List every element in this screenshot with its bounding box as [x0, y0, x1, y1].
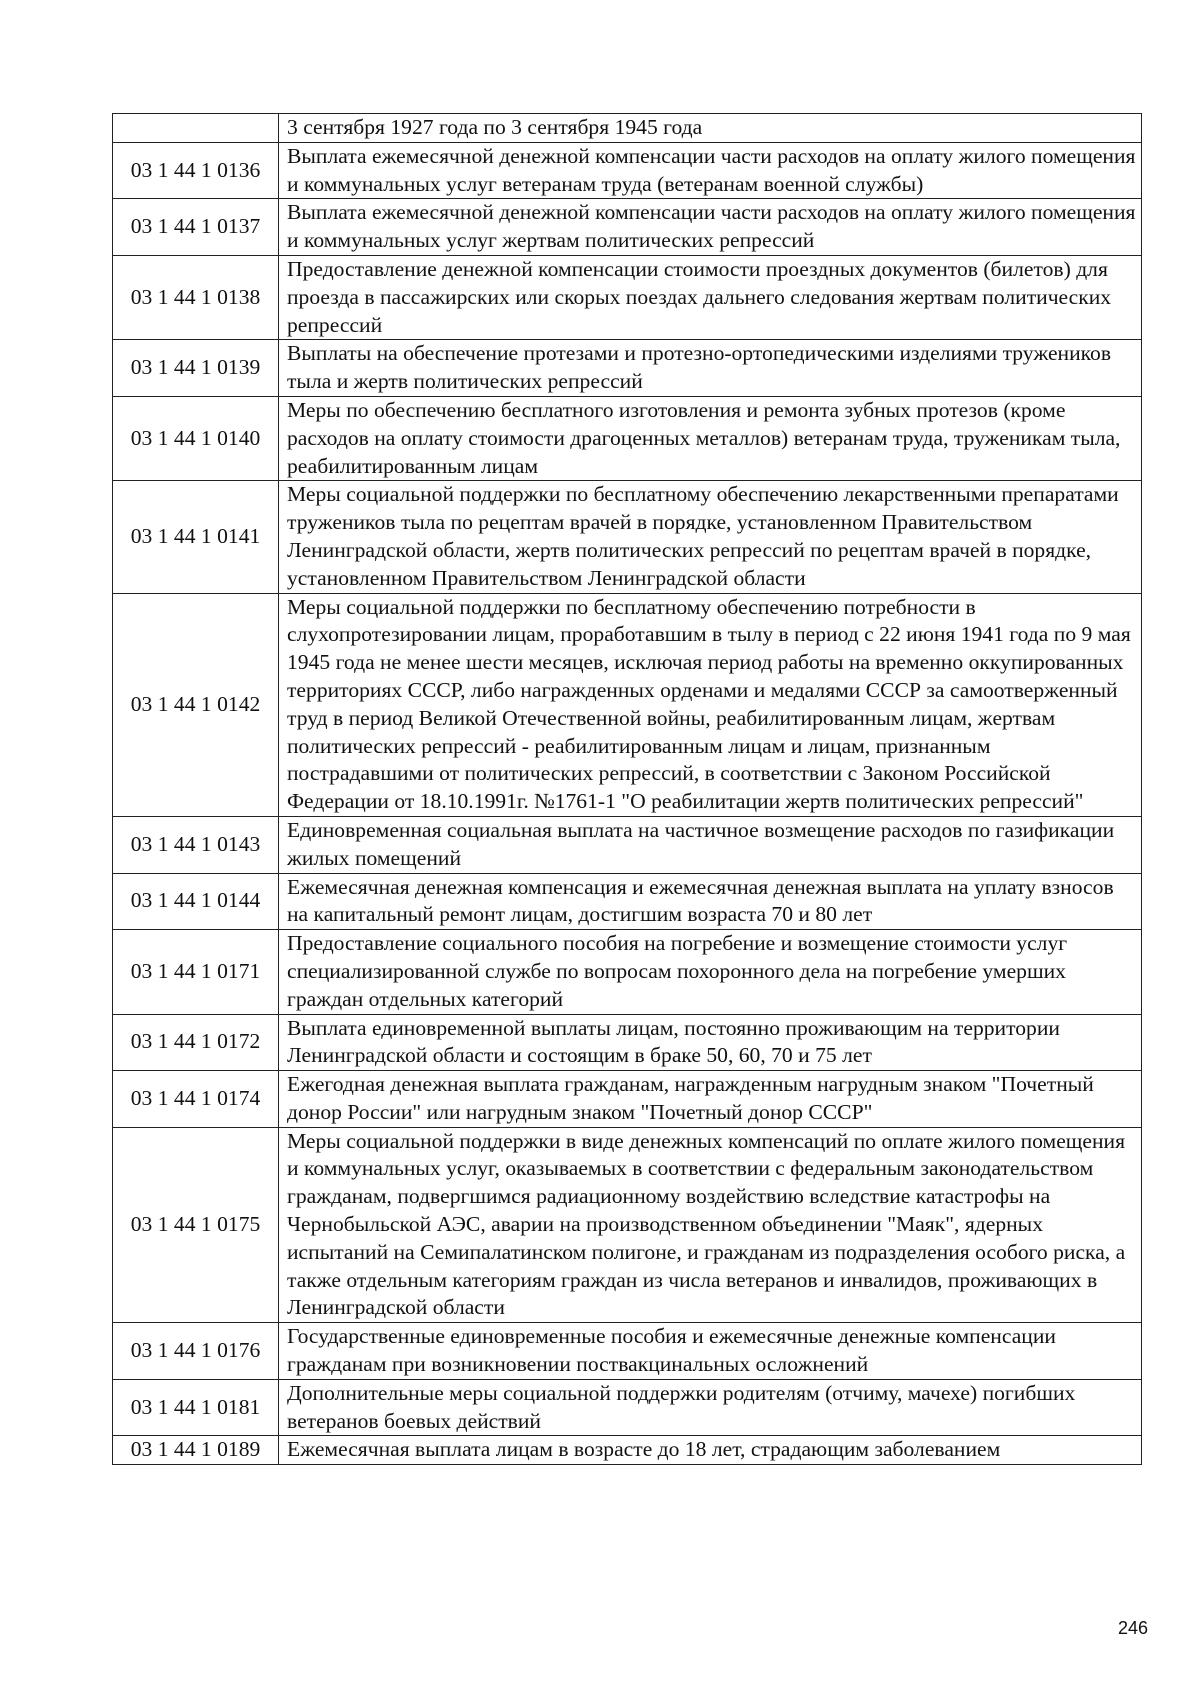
- table-row: [113, 1436, 1142, 1465]
- description-cell: Государственные единовременные пособия и ежемесячные денежные компенсации гражданам при возникновении поствакцинальных осложнений: [279, 1323, 1142, 1380]
- table-row: [113, 396, 1142, 480]
- table-row: [113, 481, 1142, 593]
- table-row: [113, 340, 1142, 397]
- code-cell: 03 1 44 1 0171: [113, 930, 279, 1014]
- code-cell: 03 1 44 1 0142: [113, 593, 279, 816]
- code-cell: 03 1 44 1 0181: [113, 1379, 279, 1436]
- code-cell: 03 1 44 1 0138: [113, 255, 279, 339]
- table-row: [113, 255, 1142, 339]
- code-cell: 03 1 44 1 0176: [113, 1323, 279, 1380]
- description-cell: Выплата единовременной выплаты лицам, постоянно проживающим на территории Ленинградской области и состоящим в браке 50, 60, 70 и 75 лет: [279, 1014, 1142, 1071]
- code-cell: [113, 114, 279, 143]
- table-row: [113, 873, 1142, 930]
- code-cell: 03 1 44 1 0175: [113, 1127, 279, 1323]
- table-row: [113, 199, 1142, 256]
- description-cell: Предоставление денежной компенсации стоимости проездных документов (билетов) для проезда в пассажирских или скорых поездах дальнего следования жертвам политических репрессий: [279, 255, 1142, 339]
- code-cell: 03 1 44 1 0139: [113, 340, 279, 397]
- table-row: [113, 930, 1142, 1014]
- code-cell: 03 1 44 1 0136: [113, 142, 279, 199]
- description-cell: Предоставление социального пособия на погребение и возмещение стоимости услуг специализированной службе по вопросам похоронного дела на погребение умерших граждан отдельных категорий: [279, 930, 1142, 1014]
- table-row: [113, 1379, 1142, 1436]
- description-cell: Ежегодная денежная выплата гражданам, награжденным нагрудным знаком "Почетный донор России" или нагрудным знаком "Почетный донор СССР": [279, 1071, 1142, 1128]
- description-cell: 3 сентября 1927 года по 3 сентября 1945 года: [279, 114, 1142, 143]
- table-row: [113, 1323, 1142, 1380]
- description-cell: Дополнительные меры социальной поддержки родителям (отчиму, мачехе) погибших ветеранов боевых действий: [279, 1379, 1142, 1436]
- description-cell: Меры социальной поддержки по бесплатному обеспечению лекарственными препаратами тружеников тыла по рецептам врачей в порядке, установленном Правительством Ленинградской области, жертв политических репрессий по рецептам врачей в порядке, установленном Правительством Ленинградской области: [279, 481, 1142, 593]
- table-row: [113, 1014, 1142, 1071]
- table-row: [113, 1071, 1142, 1128]
- description-cell: Выплаты на обеспечение протезами и протезно-ортопедическими изделиями тружеников тыла и жертв политических репрессий: [279, 340, 1142, 397]
- page-number: 246: [1117, 1618, 1148, 1638]
- code-cell: 03 1 44 1 0141: [113, 481, 279, 593]
- table-body: [113, 114, 1142, 1465]
- table-row: [113, 142, 1142, 199]
- table-row: [113, 593, 1142, 816]
- code-cell: 03 1 44 1 0172: [113, 1014, 279, 1071]
- budget-code-table: [112, 113, 1142, 1465]
- table-row: [113, 816, 1142, 873]
- description-cell: Меры социальной поддержки по бесплатному обеспечению потребности в слухопротезировании лицам, проработавшим в тылу в период с 22 июня 1941 года по 9 мая 1945 года не менее шести месяцев, исключая период работы на временно оккупированных территориях СССР, либо награжденных орденами и медалями СССР за самоотверженный труд в период Великой Отечественной войны, реабилитированным лицам, жертвам политических репрессий - реабилитированным лицам и лицам, признанным пострадавшими от политических репрессий, в соответствии с Законом Российской Федерации от 18.10.1991г. №1761-1 "О реабилитации жертв политических репрессий": [279, 593, 1142, 816]
- table-row: [113, 114, 1142, 143]
- description-cell: Ежемесячная выплата лицам в возрасте до 18 лет, страдающим заболеванием: [279, 1436, 1142, 1465]
- code-cell: 03 1 44 1 0174: [113, 1071, 279, 1128]
- description-cell: Единовременная социальная выплата на частичное возмещение расходов по газификации жилых помещений: [279, 816, 1142, 873]
- code-cell: 03 1 44 1 0137: [113, 199, 279, 256]
- description-cell: Выплата ежемесячной денежной компенсации части расходов на оплату жилого помещения и коммунальных услуг ветеранам труда (ветеранам военной службы): [279, 142, 1142, 199]
- code-cell: 03 1 44 1 0143: [113, 816, 279, 873]
- description-cell: Ежемесячная денежная компенсация и ежемесячная денежная выплата на уплату взносов на капитальный ремонт лицам, достигшим возраста 70 и 80 лет: [279, 873, 1142, 930]
- description-cell: Меры социальной поддержки в виде денежных компенсаций по оплате жилого помещения и коммунальных услуг, оказываемых в соответствии с федеральным законодательством гражданам, подвергшимся радиационному воздействию вследствие катастрофы на Чернобыльской АЭС, аварии на производственном объединении "Маяк", ядерных испытаний на Семипалатинском полигоне, и гражданам из подразделения особого риска, а также отдельным категориям граждан из числа ветеранов и инвалидов, проживающих в Ленинградской области: [279, 1127, 1142, 1323]
- description-cell: Меры по обеспечению бесплатного изготовления и ремонта зубных протезов (кроме расходов на оплату стоимости драгоценных металлов) ветеранам труда, труженикам тыла, реабилитированным лицам: [279, 396, 1142, 480]
- code-cell: 03 1 44 1 0140: [113, 396, 279, 480]
- code-cell: 03 1 44 1 0189: [113, 1436, 279, 1465]
- code-cell: 03 1 44 1 0144: [113, 873, 279, 930]
- description-cell: Выплата ежемесячной денежной компенсации части расходов на оплату жилого помещения и коммунальных услуг жертвам политических репрессий: [279, 199, 1142, 256]
- table-row: [113, 1127, 1142, 1323]
